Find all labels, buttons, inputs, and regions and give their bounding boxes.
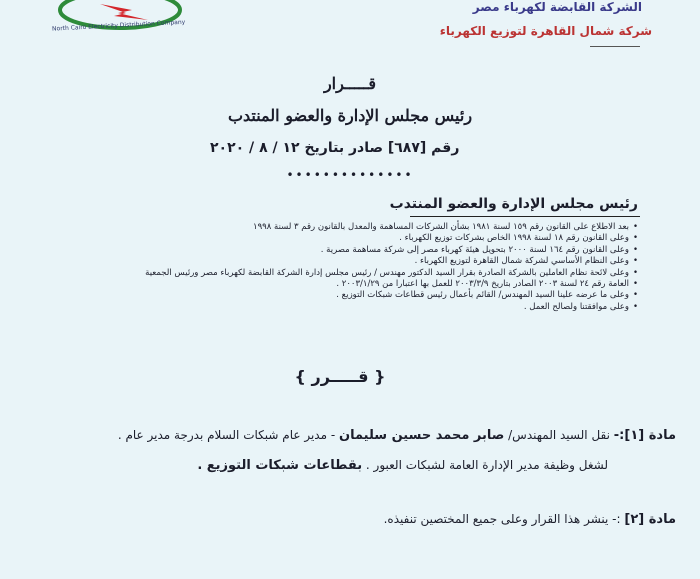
dotted-separator: •••••••••••••• — [286, 168, 414, 182]
whereas-item: • وعلى موافقتنا ولصالح العمل . — [78, 302, 638, 313]
whereas-list — [78, 222, 638, 313]
decision-title: قـــــرار — [323, 74, 377, 93]
header-divider — [590, 46, 640, 47]
whereas-item: • وعلى لائحة نظام العاملين بالشركة الصادرة بقرار السيد الدكتور مهندس / رئيس مجلس إدارة الشركة القابضة لكهرباء مصر ورئيس الجمعية — [78, 268, 638, 279]
whereas-item: • وعلى ما عرضه علينا السيد المهندس/ القائم بأعمال رئيس قطاعات شبكات التوزيع . — [78, 290, 638, 301]
article-1 — [118, 428, 676, 443]
decision-number-line: رقم [٦٨٧] صادر بتاريخ ١٢ / ٨ / ٢٠٢٠ — [210, 140, 460, 156]
chairman-title: رئيس مجلس الإدارة والعضو المنتدب — [227, 106, 473, 125]
decree-label: { قـــــرر } — [294, 367, 386, 386]
article-1-pre: نقل السيد المهندس/ — [504, 428, 614, 442]
section-underline — [410, 216, 640, 217]
article-1-post: - مدير عام شبكات السلام بدرجة مدير عام . — [117, 428, 339, 442]
whereas-item: • وعلى القانون رقم ١٦٤ لسنة ٢٠٠٠ بتحويل هيئة كهرباء مصر إلى شركة مساهمة مصرية . — [78, 245, 638, 256]
whereas-item: • بعد الاطلاع على القانون رقم ١٥٩ لسنة ١٩٨١ بشأن الشركات المساهمة والمعدل بالقانون رقم ٣ لسنة ١٩٩٨ — [78, 222, 638, 233]
article-1-line-2 — [197, 458, 608, 473]
article-2-label: مادة [٢] — [624, 512, 676, 527]
article-1-label: مادة [١]:- — [613, 428, 676, 443]
article-1-line2-bold: بقطاعات شبكات التوزيع . — [197, 458, 363, 473]
employee-name: صابر محمد حسين سليمان — [338, 428, 505, 443]
north-cairo-company-name: شركة شمال القاهرة لتوزيع الكهرباء — [439, 24, 652, 38]
article-1-line2-text: لشغل وظيفة مدير الإدارة العامة لشبكات العبور . — [362, 458, 608, 472]
whereas-item: • وعلى القانون رقم ١٨ لسنة ١٩٩٨ الخاص بشركات توزيع الكهرباء . — [78, 233, 638, 244]
article-2 — [384, 512, 676, 527]
whereas-item: • وعلى النظام الأساسي لشركة شمال القاهرة لتوزيع الكهرباء . — [78, 256, 638, 267]
holding-company-name: الشركة القابضة لكهرباء مصر — [472, 0, 642, 14]
section-heading: رئيس مجلس الإدارة والعضو المنتدب — [389, 196, 638, 212]
company-name-en: North Cairo Electricity Distribution Company — [51, 18, 186, 33]
whereas-item: • العامة رقم ٢٤ لسنة ٢٠٠٣ الصادر بتاريخ ٢٠٠٣/٣/٩ للعمل بها اعتبارا من ٢٠٠٣/١/٢٩ . — [78, 279, 638, 290]
article-2-text: :- ينشر هذا القرار وعلى جميع المختصين تنفيذه. — [383, 512, 625, 526]
